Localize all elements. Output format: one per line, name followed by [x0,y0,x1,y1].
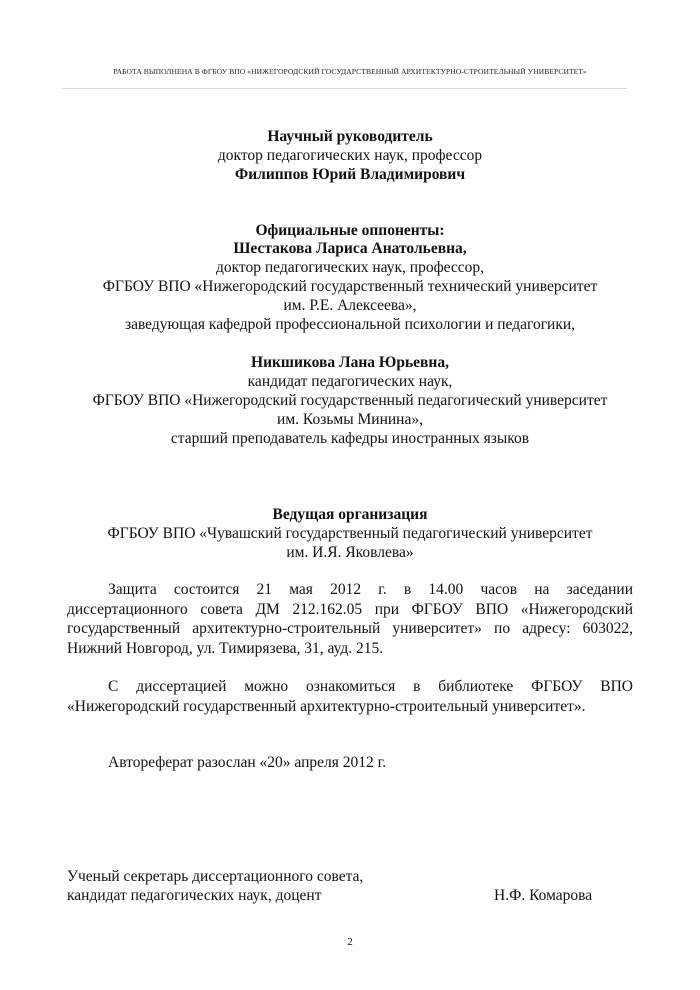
defense-paragraph [67,580,633,658]
header-divider [62,88,627,89]
mailing-date: Автореферат разослан «20» апреля 2012 г. [108,754,387,771]
opponent-1-name: Шестакова Лариса Анатольевна, [233,240,467,257]
page-number: 2 [347,936,353,948]
library-line: С диссертацией можно ознакомиться в библиотеке ФГБОУ ВПО [108,678,633,695]
library-paragraph [67,677,633,716]
leading-org-heading: Ведущая организация [272,506,428,523]
leading-org-line2: им. И.Я. Яковлева» [286,544,414,561]
secretary-title-line1: Ученый секретарь диссертационного совета, [67,868,364,885]
defense-line: государственный архитектурно-строительный университет» по адресу: 603022, [67,620,633,637]
secretary-title-line2: кандидат педагогических наук, доцент [67,887,322,904]
opponent-1-degree: доктор педагогических наук, профессор, [215,259,485,276]
opponent-1-org-line1: ФГБОУ ВПО «Нижегородский государственный технический университет [102,278,598,295]
defense-line: диссертационного совета ДМ 212.162.05 при ФГБОУ ВПО «Нижегородский [67,600,633,618]
opponent-2-name: Никшикова Лана Юрьевна, [251,354,449,371]
running-header: РАБОТА ВЫПОЛНЕНА В ФГБОУ ВПО «НИЖЕГОРОДСКИЙ ГОСУДАРСТВЕННЫЙ АРХИТЕКТУРНО-СТРОИТЕЛЬНЫЙ УНИВЕРСИТЕТ» [113,67,587,76]
supervisor-name: Филиппов Юрий Владимирович [234,166,466,183]
defense-line: Защита состоится 21 мая 2012 г. в 14.00 часов на заседании [108,581,633,598]
defense-line: Нижний Новгород, ул. Тимирязева, 31, ауд. 215. [67,639,384,657]
library-line: «Нижегородский государственный архитектурно-строительный университет». [67,697,586,715]
opponent-2-position: старший преподаватель кафедры иностранных языков [170,430,530,447]
opponent-1-position: заведующая кафедрой профессиональной психологии и педагогики, [124,316,576,333]
opponent-2-org-line2: им. Козьмы Минина», [277,411,423,428]
opponent-2-org-line1: ФГБОУ ВПО «Нижегородский государственный педагогический университет [92,392,608,409]
opponent-1-org-line2: им. Р.Е. Алексеева», [283,297,417,314]
secretary-name: Н.Ф. Комарова [494,887,593,904]
opponents-heading: Официальные оппоненты: [255,222,445,239]
supervisor-heading: Научный руководитель [267,128,433,145]
supervisor-degree: доктор педагогических наук, профессор [217,147,483,164]
leading-org-line1: ФГБОУ ВПО «Чувашский государственный педагогический университет [107,525,593,542]
opponent-2-degree: кандидат педагогических наук, [247,373,453,390]
